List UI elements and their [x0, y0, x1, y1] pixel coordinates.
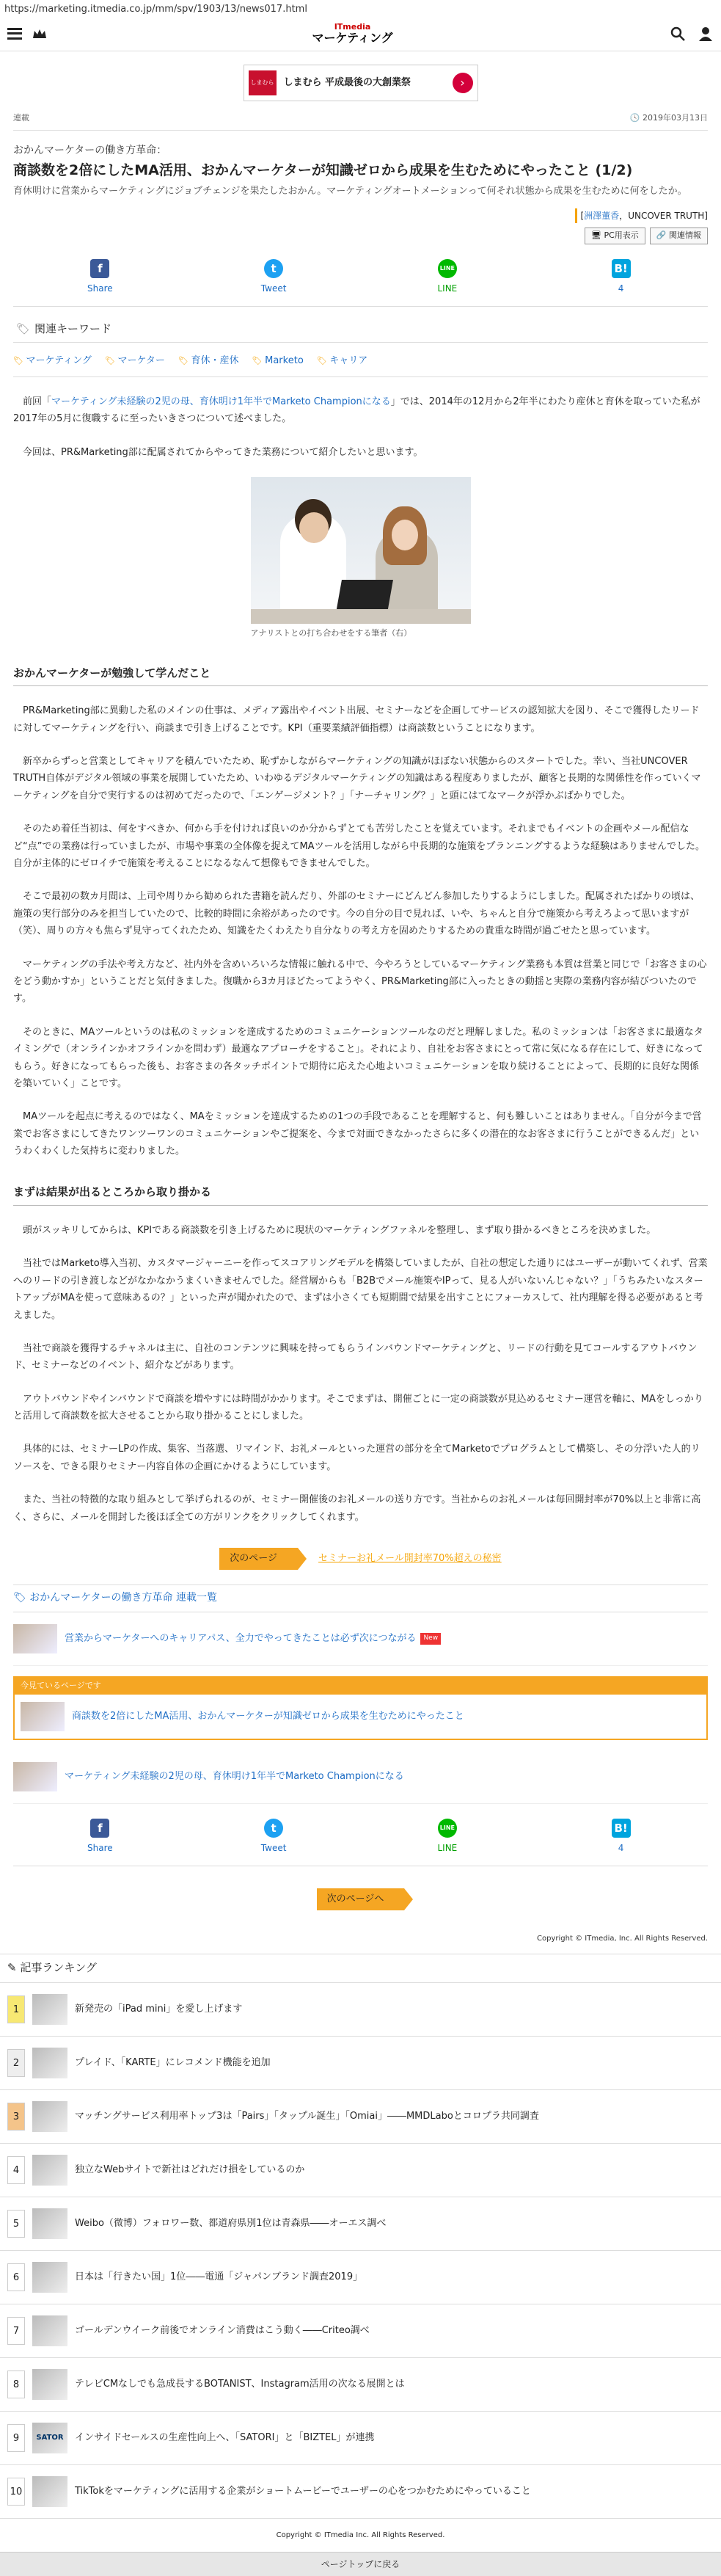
rank-title[interactable]: 日本は「行きたい国」1位――電通「ジャパンブランド調査2019」 [75, 2271, 363, 2282]
series-item-link[interactable]: マーケティング未経験の2児の母、育休明け1年半でMarketo Championになる [65, 1770, 404, 1782]
category-label: 連載 [13, 113, 29, 123]
url-bar[interactable]: https://marketing.itmedia.co.jp/mm/spv/1903/13/news017.html [0, 0, 721, 16]
paragraph: 当社ではMarketo導入当初、カスタマージャーニーを作ってスコアリングモデルを構築していましたが、自社の想定した通りにはユーザーが動いてくれず、営業へのリードの引き渡しなどがなかなかうまくいきませんでした。経営層からも「B2Bでメール施策やIPって、見る人がいないんじゃない？」「うちみたいなスタートアップがMAを使って意味あるの？」といった声が聞かれたので、まずは小さくても短期間で結果を出すことにフォーカスして、社内理解を得る必要があると考えました。 [13, 1258, 708, 1321]
twitter-icon: t [264, 259, 283, 278]
next-page-nav-bottom [13, 1888, 708, 1910]
rank-title[interactable]: テレビCMなしでも急成長するBOTANIST、Instagram活用の次なる展開とは [75, 2378, 405, 2390]
series-item-link[interactable]: 商談数を2倍にしたMA活用、おかんマーケターが知識ゼロから成果を生むためにやったこと [72, 1710, 464, 1722]
hatena-count: 4 [618, 283, 624, 294]
hatena-share[interactable] [592, 1819, 651, 1855]
article-lead: 育休明けに営業からマーケティングにジョブチェンジを果たしたおかん。マーケティングオートメーションって何それ状態から成果を生むために何をしたか。 [13, 186, 687, 197]
rank-thumb [32, 2315, 67, 2346]
date-text: 2019年03月13日 [643, 113, 708, 123]
rank-title[interactable]: ゴールデンウイーク前後でオンライン消費はこう動く――Criteo調べ [75, 2324, 370, 2336]
hatena-share[interactable] [592, 259, 651, 296]
rank-number: 6 [7, 2263, 25, 2291]
twitter-icon: t [264, 1819, 283, 1838]
twitter-label: Tweet [260, 1842, 287, 1853]
ranking-item[interactable] [0, 2090, 721, 2144]
ranking-heading: ✎ 記事ランキング [0, 1954, 721, 1983]
facebook-label: Share [87, 1842, 113, 1853]
author-org: ，UNCOVER TRUTH] [619, 210, 708, 221]
share-bar-bottom [13, 1804, 708, 1866]
share-bar [13, 244, 708, 307]
rank-number: 3 [7, 2103, 25, 2131]
rank-thumb [32, 2101, 67, 2132]
logo-line2: マーケティング [312, 30, 393, 45]
article-title: 商談数を2倍にしたMA活用、おかんマーケターが知識ゼロから成果を生むためにやったこと (1/2) [13, 162, 633, 179]
rank-thumb [32, 2369, 67, 2400]
paragraph: 当社で商談を獲得するチャネルは主に、自社のコンテンツに興味を持ってもらうインバウンドマーケティングと、リードの行動を見てコールするアウトバウンド、セミナーなどのイベント、紹介などがあります。 [13, 1342, 698, 1372]
current-page-box [13, 1676, 708, 1740]
keyword-link[interactable]: 🏷 Marketo [252, 355, 304, 366]
menu-icon[interactable] [7, 28, 22, 40]
author-line [13, 208, 708, 223]
hatena-icon: B! [612, 1819, 631, 1838]
line-label: LINE [437, 283, 458, 294]
ad-arrow-icon[interactable]: › [453, 73, 473, 93]
ranking-item[interactable] [0, 2412, 721, 2465]
paragraph: 具体的には、セミナーLPの作成、集客、当落選、リマインド、お礼メールといった運営の部分を全てMarketoでプログラムとして構築し、その分浮いた人的リソースを、できる限りセミナー内容自体の企画にかけるようにしています。 [13, 1444, 700, 1472]
rank-number: 7 [7, 2317, 25, 2345]
facebook-label: Share [87, 283, 113, 294]
ad-banner[interactable] [244, 65, 478, 101]
rank-title[interactable]: TikTokをマーケティングに活用する企業がショートムービーでユーザーの心をつかむためにやっていること [75, 2485, 531, 2497]
ranking-item[interactable] [0, 2465, 721, 2519]
rank-thumb: SATOR [32, 2423, 67, 2453]
ad-logo: しまむら [249, 70, 277, 95]
section-heading: おかんマーケターが勉強して学んだこと [13, 664, 708, 687]
hatena-count: 4 [618, 1842, 624, 1853]
rank-number: 5 [7, 2210, 25, 2238]
ranking-item[interactable] [0, 2037, 721, 2090]
rank-title[interactable]: 独立なWebサイトで新社はどれだけ損をしているのか [75, 2164, 305, 2175]
rank-title[interactable]: Weibo（微博）フォロワー数、都道府県別1位は青森県――オーエス調べ [75, 2217, 387, 2229]
rank-thumb [32, 2262, 67, 2293]
paragraph: PR&Marketing部に異動した私のメインの仕事は、メディア露出やイベント出展、セミナーなどを企画してサービスの認知拡大を図り、そこで獲得したリードに対してマーケティングを行い、商談まで引き上げることです。KPI（重要業績評価指標）は商談数ということになります。 [13, 705, 700, 734]
current-page-label: 今見ているページです [15, 1678, 706, 1695]
section-heading: まずは結果が出るところから取り掛かる [13, 1183, 708, 1206]
next-page-nav [13, 1548, 708, 1570]
site-logo[interactable] [47, 23, 658, 45]
author-prefix: [ [580, 210, 585, 221]
ad-text: しまむら 平成最後の大創業祭 [283, 77, 411, 89]
paragraph: アウトバウンドやインバウンドで商談を増やすには時間がかかります。そこでまずは、開催ごとに一定の商談数が見込めるセミナー運営を軸に、MAをしっかりと活用して商談数を拡大させることから取り掛かることにしました。 [13, 1393, 703, 1422]
rank-thumb [32, 2155, 67, 2186]
tag-icon: 🏷 [16, 322, 31, 336]
rank-number: 8 [7, 2371, 25, 2398]
line-share[interactable] [418, 1819, 477, 1855]
twitter-share[interactable] [244, 259, 303, 296]
facebook-icon: f [90, 259, 109, 278]
line-icon: LINE [438, 1819, 457, 1838]
paragraph: マーケティングの手法や考え方など、社内外を含めいろいろな情報に触れる中で、今やろうとしているマーケティング業務も本質は営業と同じで「お客さまの心をどう動かすか」ということだと気付きました。復職から3カ月ほどたってようやく、PR&Marketing部に入ったときの動揺と実際の業務内容が結びついたのです。 [13, 958, 707, 1005]
series-item-current[interactable] [15, 1695, 706, 1739]
article-meta [13, 112, 708, 131]
p1-suffix: 」では、2014年の12月から2年半にわたり産休と育休を取っていた私が2017年の5月に復職するに至ったいきさつについて述べました。 [13, 396, 700, 425]
keyword-list [13, 346, 708, 377]
publish-date: 🕓 2019年03月13日 [629, 113, 708, 123]
line-share[interactable] [418, 259, 477, 296]
meeting-photo[interactable] [251, 477, 471, 624]
rank-title[interactable]: マッチングサービス利用率トップ3は「Pairs」「タップル誕生」「Omiai」――MMDLaboとコロプラ共同調査 [75, 2110, 539, 2122]
series-thumb [13, 1624, 57, 1653]
prev-article-link[interactable]: マーケティング未経験の2児の母、育休明け1年半でMarketo Championになる [51, 396, 391, 407]
series-item-link[interactable]: 営業からマーケターへのキャリアパス、全力でやってきたことは必ず次につながる [65, 1632, 417, 1644]
ranking-item[interactable] [0, 2251, 721, 2304]
paragraph: 新卒からずっと営業としてキャリアを積んでいたため、恥ずかしながらマーケティングの知識がほぼない状態からのスタートでした。幸い、当社UNCOVER TRUTH自体がデジタル領域の事業を展開していたため、いわゆるデジタルマーケティングの知識はある程度ありましたが、顧客と長期的な関係性を作っていくマーケティングを自分で実行するのは初めてだったので、「エンゲージメント？」「ナーチャリング？」と頭にはてなマークが浮かぶばかりでした。 [13, 756, 701, 801]
facebook-share[interactable] [70, 1819, 129, 1855]
author-link[interactable]: 洲澤董香 [584, 210, 620, 221]
rank-title[interactable]: プレイド、「KARTE」にレコメンド機能を追加 [75, 2056, 271, 2068]
figure-caption: アナリストとの打ち合わせをする筆者（右） [250, 628, 412, 638]
paragraph: MAツールを起点に考えるのではなく、MAをミッションを達成するための1つの手段であることを理解すると、何も難しいことはありません。「自分が今まで営業でお客さまにしてきたワンツーワンのコミュニケーションやご提案を、今まで対面できなかったさらに多くの潜在的なお客さまに行うことができるんだ」というわくわくした気持ちに変わりました。 [13, 1111, 702, 1157]
article-copyright: Copyright © ITmedia, Inc. All Rights Reserved. [537, 1935, 708, 1943]
rank-thumb [32, 1994, 67, 2025]
related-info-button[interactable]: 🔗 関連情報 [650, 228, 708, 244]
keywords-heading [13, 320, 708, 343]
keywords-heading-text: 関連キーワード [34, 322, 112, 336]
pc-view-label: PC用表示 [604, 230, 639, 241]
crown-icon[interactable] [32, 28, 47, 40]
ranking-heading-text: 記事ランキング [20, 1961, 97, 1975]
ranking-item[interactable] [0, 2304, 721, 2358]
facebook-icon: f [90, 1819, 109, 1838]
next-page-link[interactable]: セミナーお礼メール開封率70%超えの秘密 [318, 1553, 502, 1565]
series-item[interactable] [13, 1750, 708, 1804]
paragraph: そのときに、MAツールというのは私のミッションを達成するためのコミュニケーションツールなのだと理解しました。私のミッションは「お客さまに最適なタイミングで（オンラインかオフラインかを問わず）最適なアプローチをすること」。それにより、自社をお客さまにとって常に気になる存在にして、好きになってもらう。好きになってもらった後も、お客さまの各タッチポイントで期待に応えた心地よいコミュニケーションを取り続けることによって、長期的に良好な関係を築いていく」ことです。 [13, 1026, 703, 1089]
rank-thumb [32, 2208, 67, 2239]
keyword-link[interactable]: 🏷 マーケター [105, 355, 165, 366]
rank-number: 4 [7, 2156, 25, 2184]
series-thumb [13, 1762, 57, 1791]
keyword-link[interactable]: 🏷 キャリア [317, 355, 367, 366]
site-header [0, 16, 721, 51]
line-label: LINE [437, 1842, 458, 1853]
logo-line1: ITmedia [334, 21, 371, 32]
paragraph: そのため着任当初は、何をすべきか、何から手を付ければ良いのか分からずとても苦労したことを覚えています。それまでもイベントの企画やメール配信など“点”での業務は行っていましたが、市場や事業の全体像を捉えてMAツールを活用しながら中長期的な施策をプランニングするような経験はありませんでした。自分が主体的にゼロイチで施策を考えることになるなんて想像もできませんでした。 [13, 823, 706, 869]
back-to-top-button[interactable]: ページトップに戻る [0, 2552, 721, 2576]
paragraph: 今回は、PR&Marketing部に配属されてからやってきた業務について紹介したいと思います。 [23, 446, 423, 458]
related-info-label: 関連情報 [669, 230, 701, 241]
series-list-heading-text: おかんマーケターの働き方革命 連載一覧 [29, 1592, 217, 1604]
next-page-button[interactable]: 次のページへ [317, 1888, 405, 1910]
new-badge: New [420, 1633, 441, 1644]
series-thumb [21, 1702, 65, 1731]
ranking-item[interactable] [0, 2358, 721, 2412]
rank-number: 2 [7, 2049, 25, 2077]
keyword-link[interactable]: 🏷 育休・産休 [178, 355, 238, 366]
rank-number: 10 [7, 2478, 25, 2506]
ranking-item[interactable] [0, 2197, 721, 2251]
line-icon: LINE [438, 259, 457, 278]
ranking-item[interactable] [0, 2144, 721, 2197]
twitter-label: Tweet [260, 283, 287, 294]
rank-title[interactable]: インサイドセールスの生産性向上へ、「SATORI」と「BIZTEL」が連携 [75, 2431, 375, 2443]
facebook-share[interactable] [70, 259, 129, 296]
twitter-share[interactable] [244, 1819, 303, 1855]
hatena-icon: B! [612, 259, 631, 278]
next-page-button[interactable]: 次のページ [219, 1548, 298, 1570]
series-list-heading: 🏷 おかんマーケターの働き方革命 連載一覧 [13, 1584, 708, 1612]
user-icon[interactable] [698, 26, 714, 42]
paragraph: また、当社の特徴的な取り組みとして挙げられるのが、セミナー開催後のお礼メールの送り方です。当社からのお礼メールは毎回開封率が70%以上と非常に高く、さらに、メールを開封した後ほぼ全ての方がリンクをクリックしてくれます。 [13, 1494, 701, 1523]
pc-view-button[interactable]: 🖥 PC用表示 [585, 228, 645, 244]
rank-number: 1 [7, 1995, 25, 2023]
series-item[interactable] [13, 1612, 708, 1666]
series-name: おかんマーケターの働き方革命： [13, 144, 167, 156]
rank-thumb [32, 2476, 67, 2507]
rank-thumb [32, 2048, 67, 2078]
article-body [13, 393, 708, 1526]
keyword-link[interactable]: 🏷 マーケティング [13, 355, 92, 366]
ranking-item[interactable] [0, 1983, 721, 2037]
rank-title[interactable]: 新発売の「iPad mini」を愛し上げます [75, 2003, 243, 2015]
paragraph: そこで最初の数カ月間は、上司や周りから勧められた書籍を読んだり、外部のセミナーにどんどん参加したりするようにしました。配属されたばかりの頃は、施策の実行部分のみを担当していたので、比較的時間に余裕があったのです。今の自分の目で見れば、いや、ちゃんと自分で施策から考えろよって思いますが（笑）、周りの方々も焦らず見守ってくれたため、知識をたくわえたり自分なりの考え方を固めたりするための貴重な時間が過ごせたと思っています。 [13, 891, 700, 937]
article-figure [251, 477, 471, 641]
footer-copyright: Copyright © ITmedia Inc. All Rights Reserved. [276, 2530, 445, 2539]
p1-prefix: 前回「 [23, 396, 52, 407]
paragraph [13, 393, 708, 428]
rank-number: 9 [7, 2424, 25, 2452]
paragraph: 頭がスッキリしてからは、KPIである商談数を引き上げるために現状のマーケティングファネルを整理し、まず取り掛かるべきところを決めました。 [23, 1224, 656, 1236]
search-icon[interactable] [670, 26, 686, 42]
